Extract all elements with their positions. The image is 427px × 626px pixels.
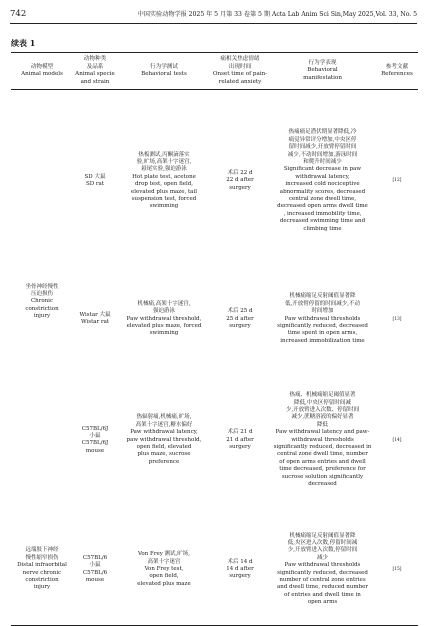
data-table (11, 52, 418, 626)
header-rule (10, 23, 417, 24)
table-row (11, 514, 418, 626)
table-row (11, 272, 418, 367)
table-row (11, 367, 418, 514)
manifestation-cell: 机械痛缩足反射阈值显著降 低,央区进入次数,停留时间减 少,开放臂进入次数,停留时间 减少 Paw withdrawal thresholds significantly reduced, decreased number of central zone entries and dwell time, reduced number of entries and dwell time in open arms (276, 532, 369, 606)
strain-cell: SD 大鼠 SD rat (84, 173, 106, 188)
strain-cell: C57BL/6 小鼠 C57BL/6 mouse (82, 554, 108, 584)
tests-cell: 热板测试,丙酮滴落实 验,旷场,高架十字迷宫, 悬尾实验,强迫游泳 Hot plate test, acetone drop test, open field, elevated plus maze, tail suspension test, forced swimming (131, 151, 197, 210)
tests-cell: Von Frey 测试,旷场, 高架十字迷宫 Von Frey test, open field, elevated plus maze (137, 551, 191, 587)
table-header-row (11, 53, 418, 90)
manifestation-cell: 机械痛缩足反射阈值显著降 低,开放臂停留的时间减少,不动 时间增加 Paw withdrawal thresholds significantly reduced, decreased time spent in open arms, increased immobilization time (277, 293, 368, 344)
strain-cell: C57BL/6J 小鼠 C57BL/6J mouse (81, 425, 109, 454)
running-header (10, 9, 417, 21)
onset-cell: 术后 25 d 25 d after surgery (226, 308, 254, 330)
col-header-references: 参考文献 References (381, 63, 413, 78)
onset-cell: 术后 14 d 14 d after surgery (226, 558, 254, 580)
reference-cell: [15] (392, 566, 402, 572)
manifestation-cell: 热痛、机械痛缩足阈值显著 降低,中央区停留时间减 少,开放臂进入次数、停留时间 减少,蔗糖溶液的偏好显著 降低 Paw withdrawal latency and paw- withdrawal thresholds significantly reduced, decreased in central zone dwell time, number of open arms entries and dwell time decreased, preference for sucrose solution significantly decreased (273, 392, 372, 488)
model-cell-cci: 坐骨神经慢性 压迫损伤 Chronic constriction injury (25, 283, 59, 320)
col-header-manifestation: 行为学表现 Behavioral manifestation (303, 59, 342, 81)
col-header-model: 动物模型 Animal models (21, 63, 63, 78)
model-cell-distal: 远端肢下神经 慢性缩窄损伤 Distal infraorbital nerve chronic constriction injury (17, 547, 67, 591)
table-continued-label: 续表 1 (11, 38, 36, 48)
col-header-strain: 动物种类 及品系 Animal specie and strain (75, 56, 115, 85)
col-header-tests: 行为学测试 Behavioral tests (141, 63, 187, 78)
onset-cell: 术后 22 d 22 d after surgery (226, 170, 254, 191)
reference-cell: [14] (392, 437, 402, 443)
onset-cell: 术后 21 d 21 d after surgery (226, 429, 254, 451)
manifestation-cell: 热痛痛足潜伏期显著降低,冷 痛觉异常评分增加,中央区停 留时间减少,开放臂停留时间 减少,不动时间增加,游泳时间 和爬升时间减少 Significant decrease in paw withdrawal latency, increased cold nociceptive abnormality scores, decreased central zone dwell time, decreased open arms dwell time , increased immobility time, decreased swimming time and climbing time (277, 129, 368, 232)
strain-cell: Wistar 大鼠 Wistar rat (79, 311, 111, 326)
reference-cell: [13] (392, 316, 402, 322)
col-header-onset: 痛相关焦虑情绪 出现时间 Onset time of pain- related anxiety (212, 56, 268, 85)
reference-cell: [12] (392, 178, 402, 184)
journal-header: 中国实验动物学报 2025 年 5 月第 33 卷第 5 期 Acta Lab Anim Sci Sin,May 2025,Vol. 33, No. 5 (137, 11, 417, 18)
tests-cell: 热辐射痛,机械痛,旷场, 高架十字迷宫,糖水偏好 Paw withdrawal latency, paw withdrawal threshold, open field, elevated plus maze, sucrose preference (126, 414, 202, 465)
tests-cell: 机械痛,高架十字迷宫, 强迫游泳 Paw withdrawal threshold, elevated plus maze, forced swimming (126, 300, 202, 337)
table-row (11, 90, 418, 272)
page-number: 742 (10, 9, 27, 19)
